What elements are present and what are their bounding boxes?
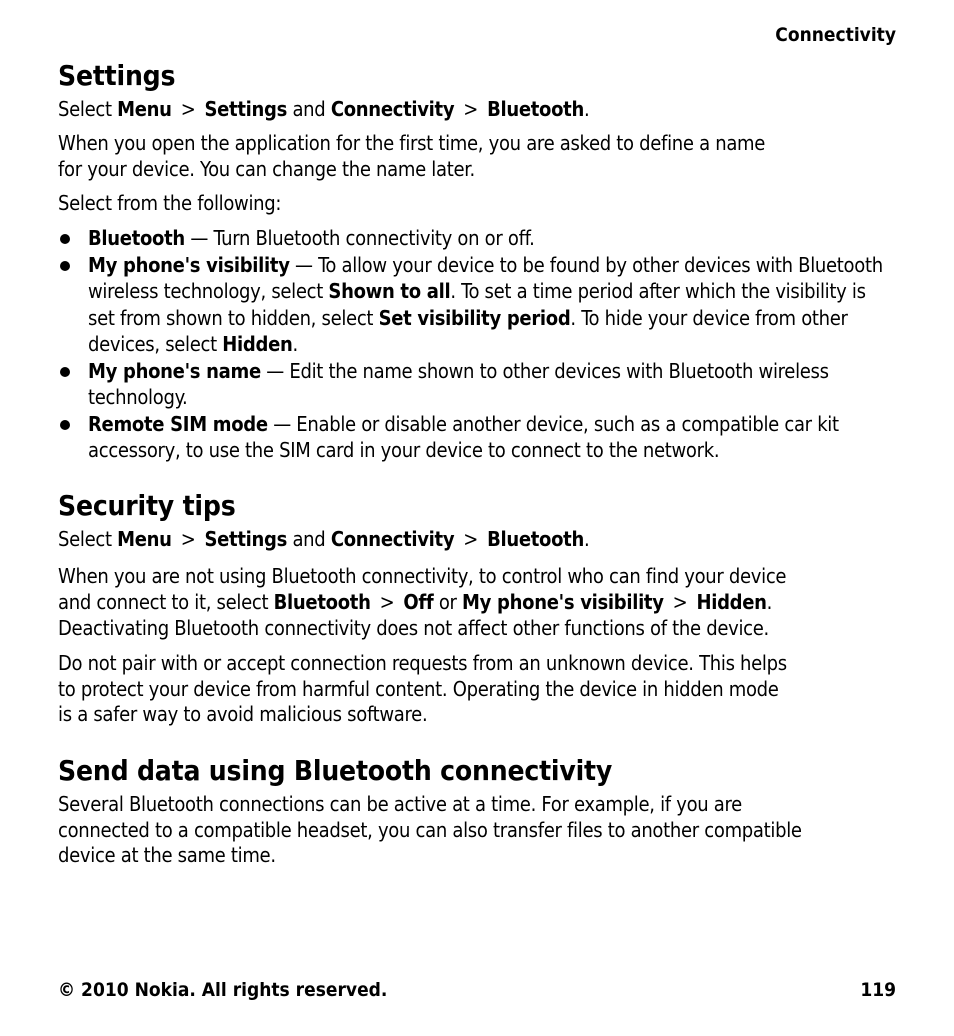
send-data-line-1: Several Bluetooth connections can be active at a time. For example, if you are xyxy=(58,792,742,816)
option-term: Remote SIM mode xyxy=(88,411,268,436)
security-p1-line-1: When you are not using Bluetooth connectivity, to control who can find your device xyxy=(58,564,787,588)
list-item xyxy=(58,411,896,464)
security-p2-line-1: Do not pair with or accept connection requests from an unknown device. This helps xyxy=(58,651,787,675)
security-p1-line-2: and connect to it, select Bluetooth > Off or My phone's visibility > Hidden. xyxy=(58,590,773,614)
security-menu-path: Select Menu > Settings and Connectivity > Bluetooth. xyxy=(58,527,590,551)
settings-select-following: Select from the following: xyxy=(58,191,282,215)
send-data-line-3: device at the same time. xyxy=(58,843,276,867)
settings-intro-line-1: When you open the application for the first time, you are asked to define a name xyxy=(58,131,766,155)
bullet-icon xyxy=(60,234,70,244)
security-p2-line-2: to protect your device from harmful content. Operating the device in hidden mode xyxy=(58,677,779,701)
send-data-heading: Send data using Bluetooth connectivity xyxy=(58,754,613,787)
bullet-icon xyxy=(60,420,70,430)
settings-menu-path: Select Menu > Settings and Connectivity > Bluetooth. xyxy=(58,97,590,121)
security-p2-line-3: is a safer way to avoid malicious software. xyxy=(58,702,428,726)
option-term: My phone's name xyxy=(88,358,261,383)
copyright-notice: © 2010 Nokia. All rights reserved. xyxy=(58,979,388,1001)
list-item xyxy=(58,225,896,252)
settings-intro-line-2: for your device. You can change the name later. xyxy=(58,157,475,181)
list-item xyxy=(58,358,896,411)
option-desc: — Enable or disable another device, such as a compatible car kit accessory, to use the SIM card in your device to connect to the network. xyxy=(88,411,839,462)
option-value: Set visibility period xyxy=(378,305,571,330)
page-number: 119 xyxy=(860,979,896,1001)
list-item: My phone's visibility — To allow your device to be found by other devices with Bluetooth wireless technology, select Shown to all. To set a time period after which the visibility is set from shown to hidden, select Set visibility period. To hide your device from other devices, select Hidden. xyxy=(58,252,896,358)
bullet-icon xyxy=(60,261,70,271)
running-header: Connectivity xyxy=(775,24,896,46)
security-p1-line-3: Deactivating Bluetooth connectivity does not affect other functions of the device. xyxy=(58,616,769,640)
option-term: My phone's visibility xyxy=(88,252,290,277)
option-term: Bluetooth xyxy=(88,226,185,250)
option-desc: — Turn Bluetooth connectivity on or off. xyxy=(184,226,535,250)
settings-heading: Settings xyxy=(58,59,176,92)
send-data-line-2: connected to a compatible headset, you can also transfer files to another compatible xyxy=(58,818,802,842)
option-value: Shown to all xyxy=(328,279,451,303)
security-heading: Security tips xyxy=(58,489,236,522)
bullet-icon xyxy=(60,367,70,377)
option-value: Hidden xyxy=(222,332,293,356)
option-desc: — Edit the name shown to other devices with Bluetooth wireless technology. xyxy=(88,358,829,409)
settings-option-list xyxy=(58,225,896,464)
